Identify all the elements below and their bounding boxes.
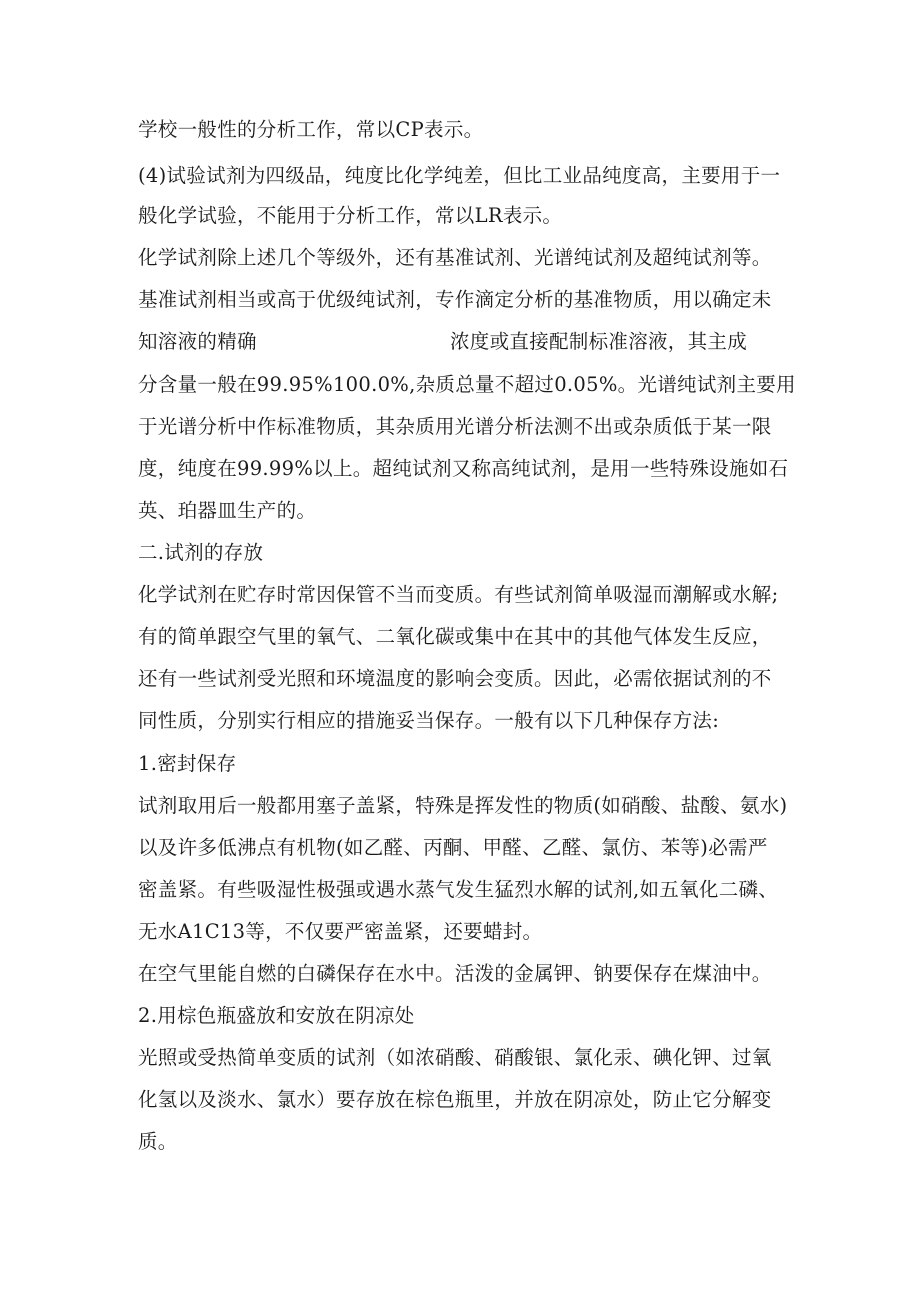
text-line: 学校一般性的分析工作，常以CP表示。 bbox=[138, 118, 484, 141]
text-line: 无水A1C13等，不仅要严密盖紧，还要蜡封。 bbox=[138, 920, 543, 943]
split-text-line bbox=[138, 329, 778, 355]
text-line: 化学试剂除上述几个等级外，还有基准试剂、光谱纯试剂及超纯试剂等。 bbox=[138, 246, 772, 269]
text-line: 有的简单跟空气里的氧气、二氧化碳或集中在其中的其他气体发生反应， bbox=[138, 625, 772, 648]
subsection-heading: 2.用棕色瓶盛放和安放在阴凉处 bbox=[138, 1004, 415, 1027]
text-line: 分含量一般在99.95%100.0%,杂质总量不超过0.05%。光谱纯试剂主要用 bbox=[138, 373, 796, 396]
text-line: 同性质，分别实行相应的措施妥当保存。一般有以下几种保存方法: bbox=[138, 709, 720, 732]
text-line: 试剂取用后一般都用塞子盖紧，特殊是挥发性的物质(如硝酸、盐酸、氨水) bbox=[138, 794, 788, 817]
text-line: 化学试剂在贮存时常因保管不当而变质。有些试剂简单吸湿而潮解或水解; bbox=[138, 583, 779, 606]
text-line: 于光谱分析中作标准物质，其杂质用光谱分析法测不出或杂质低于某一限 bbox=[138, 415, 772, 438]
text-line: 在空气里能自燃的白磷保存在水中。活泼的金属钾、钠要保存在煤油中。 bbox=[138, 962, 772, 985]
text-line: 化氢以及淡水、氯水）要存放在棕色瓶里，并放在阴凉处，防止它分解变 bbox=[138, 1088, 772, 1111]
text-line: 度，纯度在99.99%以上。超纯试剂又称高纯试剂，是用一些特殊设施如石 bbox=[138, 457, 789, 480]
text-line: 光照或受热简单变质的试剂（如浓硝酸、硝酸银、氯化汞、碘化钾、过氧 bbox=[138, 1046, 772, 1069]
split-line-left: 知溶液的精确 bbox=[138, 330, 257, 353]
text-line: 般化学试验，不能用于分析工作，常以LR表示。 bbox=[138, 204, 563, 227]
text-line: 还有一些试剂受光照和环境温度的影响会变质。因此，必需依据试剂的不 bbox=[138, 667, 772, 690]
text-line: 英、珀器皿生产的。 bbox=[138, 499, 317, 522]
text-line: 以及许多低沸点有机物(如乙醛、丙酮、甲醛、乙醛、氯仿、苯等)必需严 bbox=[138, 836, 768, 859]
section-heading: 二.试剂的存放 bbox=[138, 541, 264, 564]
text-line: (4)试验试剂为四级品，纯度比化学纯差，但比工业品纯度高，主要用于一 bbox=[138, 164, 781, 187]
text-line: 密盖紧。有些吸湿性极强或遇水蒸气发生猛烈水解的试剂,如五氧化二磷、 bbox=[138, 878, 779, 901]
text-line: 基准试剂相当或高于优级纯试剂，专作滴定分析的基准物质，用以确定未 bbox=[138, 288, 772, 311]
split-line-right: 浓度或直接配制标准溶液，其主成 bbox=[450, 330, 748, 353]
text-line: 质。 bbox=[138, 1130, 178, 1153]
subsection-heading: 1.密封保存 bbox=[138, 752, 237, 775]
